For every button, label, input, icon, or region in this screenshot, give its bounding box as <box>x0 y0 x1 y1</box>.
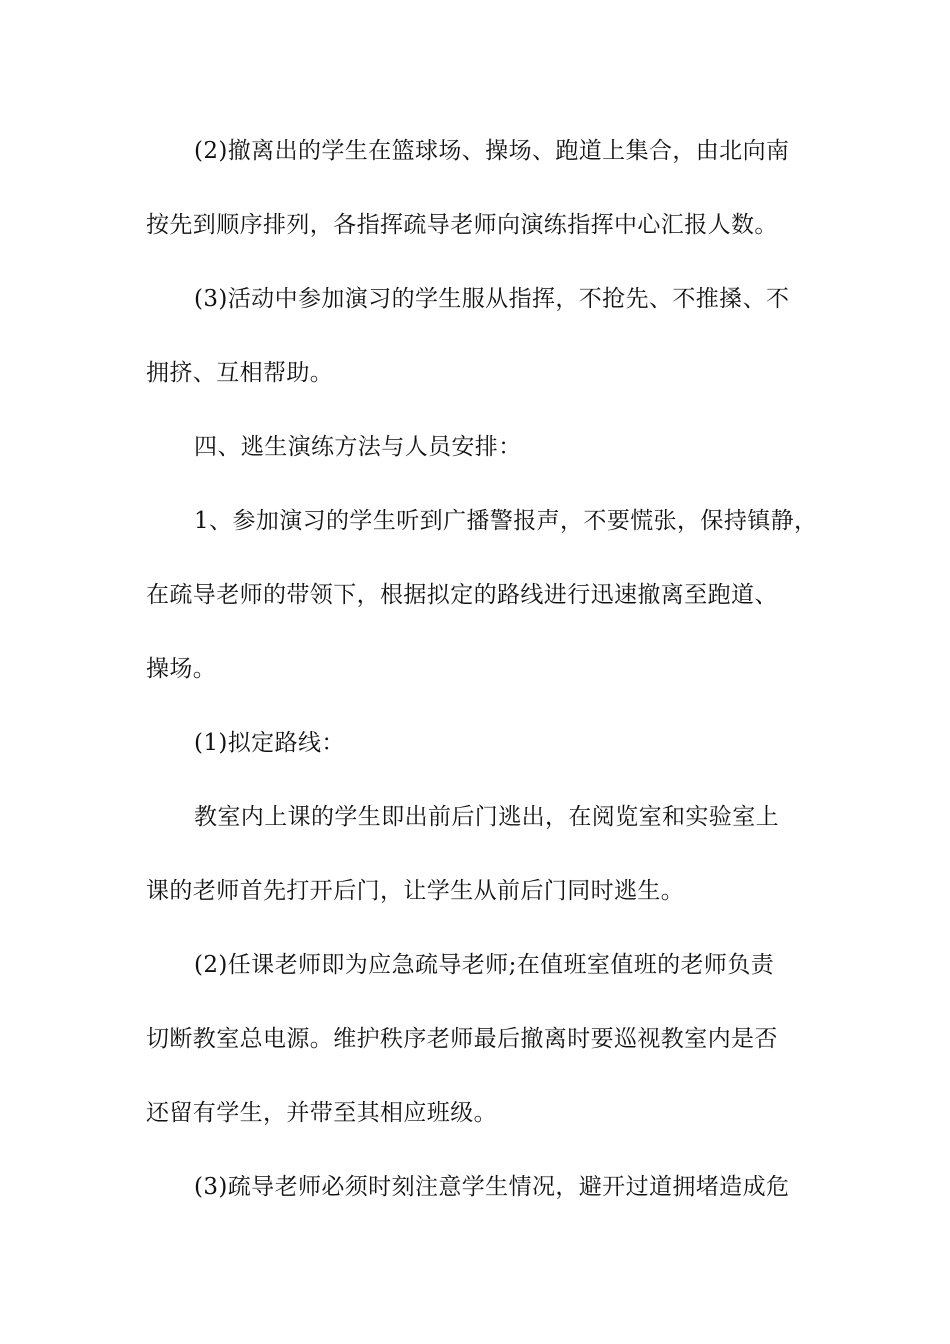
text-line: (1)拟定路线： <box>194 730 345 756</box>
text-line: 切断教室总电源。维护秩序老师最后撤离时要巡视教室内是否 <box>146 1026 778 1052</box>
document-body <box>146 133 836 1243</box>
text-line: (2)撤离出的学生在篮球场、操场、跑道上集合，由北向南 <box>194 138 790 164</box>
text-line: 操场。 <box>146 656 217 682</box>
text-line: (2)任课老师即为应急疏导老师;在值班室值班的老师负责 <box>194 952 775 978</box>
text-line: 1、参加演习的学生听到广播警报声，不要慌张，保持镇静， <box>194 508 818 534</box>
text-line: 教室内上课的学生即出前后门逃出，在阅览室和实验室上 <box>194 804 779 830</box>
text-line: 拥挤、互相帮助。 <box>146 360 334 386</box>
text-line: (3)活动中参加演习的学生服从指挥，不抢先、不推搡、不 <box>194 286 790 312</box>
section-heading: 四、逃生演练方法与人员安排： <box>194 434 522 460</box>
text-line: 课的老师首先打开后门，让学生从前后门同时逃生。 <box>146 878 685 904</box>
text-line: 还留有学生，并带至其相应班级。 <box>146 1100 497 1126</box>
text-line: 按先到顺序排列，各指挥疏导老师向演练指挥中心汇报人数。 <box>146 212 778 238</box>
text-line: 在疏导老师的带领下，根据拟定的路线进行迅速撤离至跑道、 <box>146 582 778 608</box>
text-line: (3)疏导老师必须时刻注意学生情况，避开过道拥堵造成危 <box>194 1174 790 1200</box>
